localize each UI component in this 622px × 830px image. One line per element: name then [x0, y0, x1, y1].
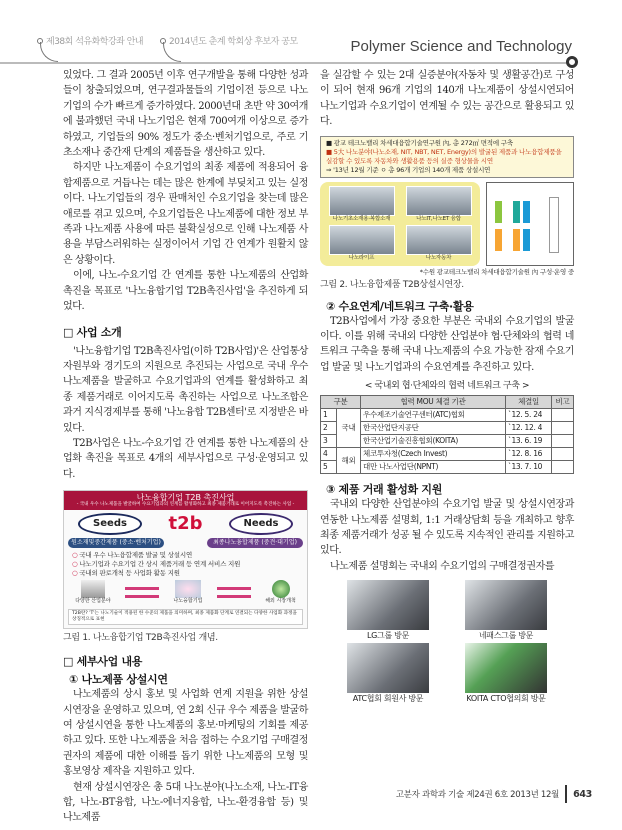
photo-cell: [452, 580, 560, 641]
paragraph: T2B사업은 나노-수요기업 간 연계를 통한 나노제품의 산업화 촉진을 목표로 4개의 세부사업으로 구성·운영되고 있다.: [63, 437, 308, 480]
table-row: 3 한국산업기술진흥협회(KOITA) `13. 6. 19: [321, 435, 574, 448]
needs-tag: 최종나노융합제품 (중견·대기업): [207, 538, 303, 548]
figure-2-notes: [320, 136, 574, 178]
figure-2-source: *수원 광교테크노밸리 차세대융합기술원 內 구성·운영 중: [419, 267, 574, 276]
figure-1-caption: 그림 1. 나노융합기업 T2B촉진사업 개념.: [63, 633, 218, 644]
photo-cell: [403, 186, 474, 223]
t2b-note: T2B란? 'T'는 나노기술이 적용된 한 수준의 제품을 의미하며, 최종 제품화 단계로 연결되는 다양한 사업화 과정을 상징적으로 표현: [68, 609, 303, 625]
tag-row: [64, 535, 307, 551]
header-circle-icon: [566, 56, 578, 68]
visit-photos: [320, 574, 574, 704]
visit-photo: [465, 643, 547, 693]
photo-caption: KOITA CTO협의회 방문: [466, 694, 546, 704]
bullet: ○ 국내 우수 나노융합제품 발굴 및 상설시연: [72, 551, 193, 560]
photo-label: 나노기초소재용·복합소재: [332, 215, 391, 222]
table-header: 구분 협력 MOU 체결 기관 체결일 비고: [321, 396, 574, 409]
paragraph: 을 실감할 수 있는 2대 실증분야(자동차 및 생활공간)로 구성이 되어 현재 96개 기업의 140개 나노제품이 상설시연되어 나노기업과 수요기업이 연계될 수 있는 공간으로 활용되고 있다.: [320, 70, 574, 128]
paragraph: 나노제품 설명회는 국내외 수요기업의 구매결정권자를: [330, 560, 555, 572]
paragraph: 나노제품의 상시 홍보 및 사업화 연계 지원을 위한 상설시연장을 운영하고 있으며, 연 2회 신규 우수 제품을 발굴하여 상설시연을 통한 나노제품의 홍보·마케팅의 기회를 제공하고 있다. 또한 나노제품을 처음 접하는 수요기업 구매결정권자의 제품에 대한 이해를 돕기 위한 나노제품의 모형 및 홍보영상 제작을 지원하고 있다.: [63, 689, 308, 778]
photo-cell: [334, 643, 442, 704]
node-label: 해외 시장개척: [265, 598, 296, 605]
visit-photo: [347, 643, 429, 693]
footer: [396, 785, 592, 803]
double-arrow-icon: [125, 580, 159, 605]
globe-icon: [272, 580, 290, 598]
node-label: 나노융합기업: [173, 598, 203, 605]
paragraph: 현재 상설시연장은 총 5대 나노분야(나노소재, 나노-IT융합, 나노-BT융합, 나노-에너지융합, 나노-환경융합 등) 및 나노제품: [63, 781, 308, 824]
photo-label: 나노IT,나노ET 융합: [416, 215, 461, 222]
circle-icon: [37, 38, 43, 44]
figure-1-banner: [64, 491, 307, 510]
table-row: 1 국내 우수제조기술연구센터(ATC)협회 `12. 5. 24: [321, 409, 574, 422]
paragraph: T2B사업에서 가장 중요한 부분은 국내외 수요기업의 발굴이다. 이를 위해 국내외 다양한 산업분야 협·단체와의 협력 네트워크 구축을 통해 국내 나노제품의 수요 가능한 잠재 수요기업 발굴 및 나노기업과의 수요연계를 추진하고 있다.: [320, 315, 574, 373]
table-row: 4 해외 체코투자청(Czech Invest) `12. 8. 16: [321, 448, 574, 461]
figure-1: [63, 490, 308, 629]
photo-label: 나노자동차: [425, 254, 452, 261]
footer-journal: 고분자 과학과 기술 제24권 6호 2013년 12월: [395, 790, 560, 800]
showroom-photo: [406, 225, 472, 255]
journal-title: Polymer Science and Technology: [350, 38, 572, 55]
visit-photo: [465, 580, 547, 630]
photo-cell: [403, 225, 474, 262]
photo-caption: 네패스그룹 방문: [478, 631, 534, 641]
network-table: [320, 395, 574, 474]
seeds-tag: 원소재및중간제품 (중소·벤처기업): [68, 538, 164, 548]
table-row: 2 한국산업단지공단 `12. 12. 4: [321, 422, 574, 435]
paragraph: 하지만 나노제품이 수요기업의 최종 제품에 적용되어 융합제품으로 거듭나는 데는 많은 한계에 부딪치고 있는 실정이다. 나노기업들의 경우 판매처인 수요기업을 찾는데 많은 애로를 겪고 있으며, 수요기업들은 나노제품에 대한 정보 부족과 나노제품 사용에 따른 불확실성으로 인해 나노제품 사용을 부담스러워하는 실정이어서 기업 간 연계가 원활치 않은 상황이다.: [63, 162, 308, 266]
note-line: ⇒ '13년 12월 기준 ㅇ 총 96개 기업의 140개 제품 상설시연: [326, 165, 491, 174]
bullet: ○ 국내외 판로개척 등 사업화 활동 지원: [72, 569, 180, 578]
bullet: ○ 나노기업과 수요기업 간 상시 제품거래 등 연계 서비스 지원: [72, 560, 241, 569]
node: [265, 580, 296, 605]
needs-label: Needs: [229, 513, 293, 535]
right-column: [320, 68, 574, 704]
header-rule: [0, 62, 572, 64]
subsection-heading: ③ 제품 거래 활성화 지원: [326, 483, 443, 497]
paragraph: '나노융합기업 T2B촉진사업(이하 T2B사업)'은 산업통상자원부와 경기도의 지원으로 추진되는 사업으로 국내 우수 나노제품을 발굴하고 수요기업과의 연계를 활성화하고 최종 제품거래로 이어지도록 촉진하는 사업으로 나노조합은 과거 지식경제부를 통해 '나노융합 T2B센터'로 지정받은 바 있다.: [63, 345, 308, 434]
figure-title: 나노융합기업 T2B 촉진사업: [136, 493, 235, 503]
photo-cell: [326, 225, 397, 262]
paragraph: 있었다. 그 결과 2005년 이후 연구개발을 통해 다양한 성과들이 창출되었으며, 연구결과물들의 기업이전 등으로 나노기업의 수가 빠르게 증가하였다. 2000년대 초반 약 30여개에 불과했던 국내 나노기업은 현재 700여개 이상으로 증가하였고, 기업들의 90% 정도가 중소·벤처기업으로, 주로 기초소재나 중간재 단계의 제품들을 생산하고 있다.: [63, 70, 308, 159]
person-icon: [175, 580, 201, 598]
photo-panel: [320, 182, 480, 266]
circle-icon: [160, 38, 166, 44]
seeds-needs-row: [64, 510, 307, 535]
link-label: 2014년도 춘계 학회상 후보자 공모: [169, 37, 298, 47]
left-column: [63, 68, 308, 826]
t2b-logo: t2b: [168, 513, 203, 535]
figure-subtitle: - 국내 우수 나노제품을 발굴하여 수요기업과의 연계를 활성화하고 최종 제품거래로 이어지도록 촉진하는 사업 -: [76, 502, 295, 508]
note-line: ■ 광교 테크노밸리 차세대융합기술연구원 內, 총 272㎡ 면적에 구축: [326, 138, 513, 147]
visit-photo: [347, 580, 429, 630]
node: [173, 580, 202, 605]
figure-2-body: [320, 182, 574, 266]
table-row: 5 대만 나노사업단(NPNT) `13. 7. 10: [321, 461, 574, 474]
node: [75, 580, 110, 605]
paragraph: 이에, 나노-수요기업 간 연계를 통한 나노제품의 산업화 촉진을 목표로 '나노융합기업 T2B촉진사업'을 추진하게 되었다.: [63, 270, 308, 313]
building-icon: [81, 580, 105, 598]
header-link-lecture[interactable]: [37, 34, 143, 47]
note-line: ■ 5大 나노분야(나노소재, NIT, NBT, NET, Energy)의 발굴된 제품과 나노융합제품을 실감할 수 있도록 자동차와 생활용품 등의 실증 형상물을 시연: [326, 147, 562, 165]
subsection-heading: ② 수요연계/네트워크 구축·활용: [326, 299, 474, 313]
flow-nodes: [64, 578, 307, 607]
double-arrow-icon: [217, 580, 251, 605]
node-label: 다양한 산업분야: [75, 598, 111, 605]
photo-cell: [334, 580, 442, 641]
page-number: 643: [573, 788, 592, 800]
figure-2: [320, 136, 574, 277]
subsection-heading: ① 나노제품 상설시연: [69, 673, 168, 687]
showroom-photo: [406, 186, 472, 216]
photo-cell: [452, 643, 560, 704]
photo-cell: [326, 186, 397, 223]
section-heading: □ 사업 소개: [63, 325, 122, 339]
photo-caption: LG그룹 방문: [366, 631, 409, 641]
section-heading: □ 세부사업 내용: [63, 655, 143, 669]
photo-caption: ATC협회 회원사 방문: [352, 694, 424, 704]
footer-divider: [565, 785, 567, 803]
showroom-photo: [329, 225, 395, 255]
photo-label: 나노라이프: [348, 254, 375, 261]
floor-plan: [486, 182, 574, 266]
showroom-photo: [329, 186, 395, 216]
seeds-label: Seeds: [78, 513, 142, 535]
table-title: < 국내외 협·단체와의 협력 네트워크 구축 >: [364, 381, 530, 392]
link-label: 제38회 석유화학강좌 안내: [46, 37, 144, 47]
header-link-award[interactable]: [160, 34, 298, 47]
figure-2-caption: 그림 2. 나노융합제품 T2B상설시연장.: [320, 279, 464, 290]
paragraph: 국내외 다양한 산업분야의 수요기업 발굴 및 상설시연장과 연동한 나노제품 설명회, 1:1 거래상담회 등을 개최하고 향후 최종 제품거래가 성공 될 수 있도록 지속적인 관리를 지원하고 있다.: [320, 499, 574, 557]
